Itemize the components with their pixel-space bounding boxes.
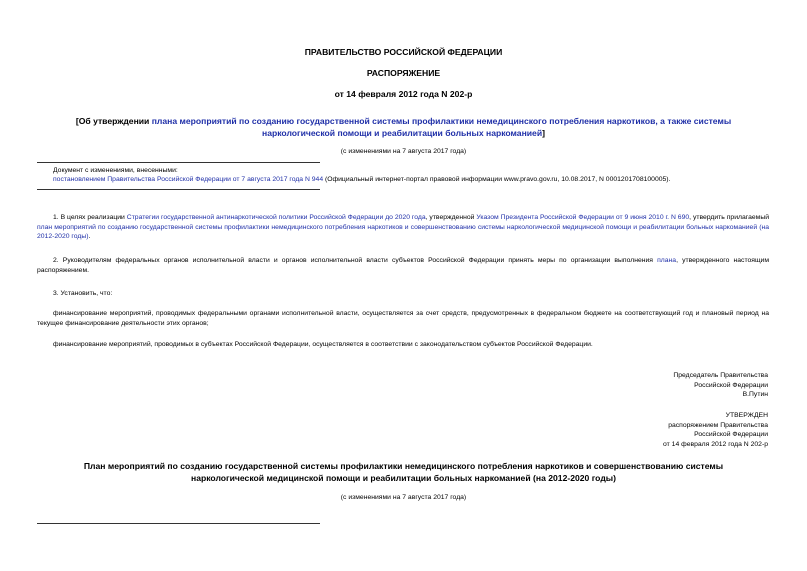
paragraph-3: 3. Установить, что:	[53, 290, 113, 297]
plan-amendments-note: (с изменениями на 7 августа 2017 года)	[340, 494, 467, 501]
document-title	[40, 115, 767, 139]
paragraph-1	[37, 213, 769, 242]
plan-link[interactable]: план мероприятий по созданию государственной системы профилактики немедицинского потребления наркотиков и совершенствованию системы наркологической медицинской помощи и реабилитации больных наркоманией (на 2012-2020 годы)	[37, 223, 769, 241]
signature-position: Председатель Правительства	[673, 372, 768, 379]
title-plan-link[interactable]: плана мероприятий по созданию государственной системы профилактики немедицинского потребления наркотиков, а также системы наркологической помощи и реабилитации больных наркоманией	[151, 116, 732, 138]
approved-by: распоряжением Правительства	[668, 421, 768, 429]
government-heading: ПРАВИТЕЛЬСТВО РОССИЙСКОЙ ФЕДЕРАЦИИ	[304, 47, 503, 57]
changes-decree-link[interactable]: постановлением Правительства Российской Федерации от 7 августа 2017 года N 944	[53, 176, 324, 183]
changes-line	[53, 175, 769, 185]
p2-text: , утвержденного настоящим распоряжением.	[37, 257, 770, 274]
signature-block	[673, 371, 768, 400]
signature-name: В.Путин	[742, 391, 768, 399]
divider-line	[37, 189, 320, 190]
signature-org: Российской Федерации	[694, 381, 768, 389]
title-open-bracket: [Об утверждении	[75, 116, 152, 126]
approved-org: Российской Федерации	[694, 431, 768, 439]
amendments-note: (с изменениями на 7 августа 2017 года)	[340, 148, 467, 155]
changes-source-text: (Официальный интернет-портал правовой информации www.pravo.gov.ru, 10.08.2017, N 0001201708100005).	[323, 176, 671, 183]
title-close-bracket: ]	[542, 128, 545, 138]
p1-text: , утвержденной	[425, 214, 477, 221]
doc-type-heading: РАСПОРЯЖЕНИЕ	[366, 68, 441, 78]
divider-line	[37, 523, 320, 524]
paragraph-4: финансирование мероприятий, проводимых федеральными органами исполнительной власти, осуществляется за счет средств, предусмотренных в федеральном бюджете на соответствующий год и плановый период на текущее финансирование деятельности этих органов;	[37, 310, 769, 327]
divider-line	[37, 162, 320, 163]
plan-title: План мероприятий по созданию государственной системы профилактики немедицинского потребления наркотиков и совершенствованию системы наркологической медицинской помощи и реабилитации больных наркоманией (на 2012-2020 годы)	[83, 461, 724, 483]
approved-date: от 14 февраля 2012 года N 202-р	[663, 440, 768, 448]
p1-text: , утвердить прилагаемый	[689, 214, 769, 221]
presidential-decree-link[interactable]: Указом Президента Российской Федерации от 9 июня 2010 г. N 690	[476, 214, 690, 221]
changes-intro: Документ с изменениями, внесенными:	[53, 167, 178, 174]
approved-block	[663, 411, 768, 449]
paragraph-5: финансирование мероприятий, проводимых в субъектах Российской Федерации, осуществляется в соответствии с законодательством субъектов Российской Федерации.	[53, 341, 593, 348]
approved-label: УТВЕРЖДЕН	[725, 412, 768, 419]
paragraph-2	[37, 256, 769, 275]
p1-text: 1. В целях реализации	[53, 214, 127, 221]
p2-text: 2. Руководителям федеральных органов исполнительной власти и органов исполнительной власти субъектов Российской Федерации принять меры по организации выполнения	[53, 257, 658, 264]
doc-date-number: от 14 февраля 2012 года N 202-р	[334, 89, 473, 99]
plan-short-link[interactable]: плана	[657, 257, 677, 264]
strategy-link[interactable]: Стратегии государственной антинаркотической политики Российской Федерации до 2020 года	[126, 214, 426, 221]
p1-text: .	[88, 233, 91, 241]
